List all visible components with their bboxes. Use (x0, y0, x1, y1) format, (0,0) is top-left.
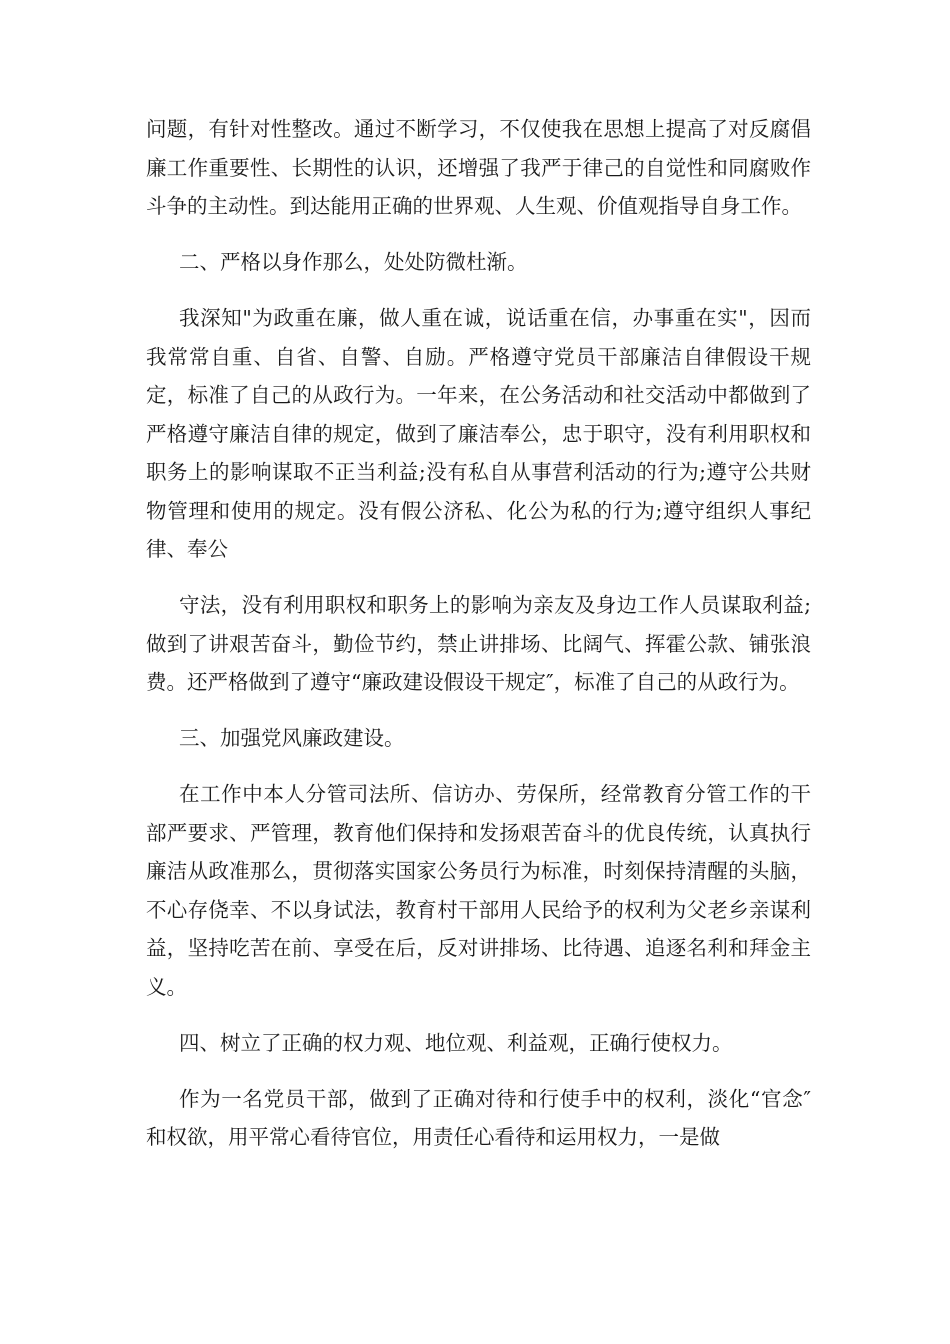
paragraph-law-abiding: 守法，没有利用职权和职务上的影响为亲友及身边工作人员谋取利益;做到了讲艰苦奋斗，勤俭节约，禁止讲排场、比阔气、挥霍公款、铺张浪费。还严格做到了遵守“廉政建设假设干规定″，标准了自己的从政行为。 (146, 593, 811, 694)
paragraph-self-discipline: 我深知"为政重在廉，做人重在诚，说话重在信，办事重在实"，因而我常常自重、自省、自警、自励。严格遵守党员干部廉洁自律假设干规定，标准了自己的从政行为。一年来，在公务活动和社交活动中都做到了严格遵守廉洁自律的规定，做到了廉洁奉公，忠于职守，没有利用职权和职务上的影响谋取不正当利益;没有私自从事营利活动的行为;遵守公共财物管理和使用的规定。没有假公济私、化公为私的行为;遵守组织人事纪律、奉公 (146, 306, 811, 561)
paragraph-party-conduct: 在工作中本人分管司法所、信访办、劳保所，经常教育分管工作的干部严要求、严管理，教育他们保持和发扬艰苦奋斗的优良传统，认真执行廉洁从政准那么，贯彻落实国家公务员行为标准，时刻保持清醒的头脑，不心存侥幸、不以身试法，教育村干部用人民给予的权利为父老乡亲谋利益，坚持吃苦在前、享受在后，反对讲排场、比待遇、追逐名利和拜金主义。 (146, 782, 811, 999)
paragraph-power-view: 作为一名党员干部，做到了正确对待和行使手中的权利，淡化“官念″和权欲，用平常心看待官位，用责任心看待和运用权力，一是做 (146, 1086, 811, 1149)
section-heading-4: 四、树立了正确的权力观、地位观、利益观，正确行使权力。 (179, 1030, 733, 1055)
section-heading-2: 二、严格以身作那么，处处防微杜渐。 (179, 250, 528, 274)
document-body (146, 110, 811, 1174)
section-heading-3: 三、加强党风廉政建设。 (179, 726, 405, 750)
paragraph-continuation: 问题，有针对性整改。通过不断学习，不仅使我在思想上提高了对反腐倡廉工作重要性、长期性的认识，还增强了我严于律己的自觉性和同腐败作斗争的主动性。到达能用正确的世界观、人生观、价值观指导自身工作。 (146, 117, 811, 218)
